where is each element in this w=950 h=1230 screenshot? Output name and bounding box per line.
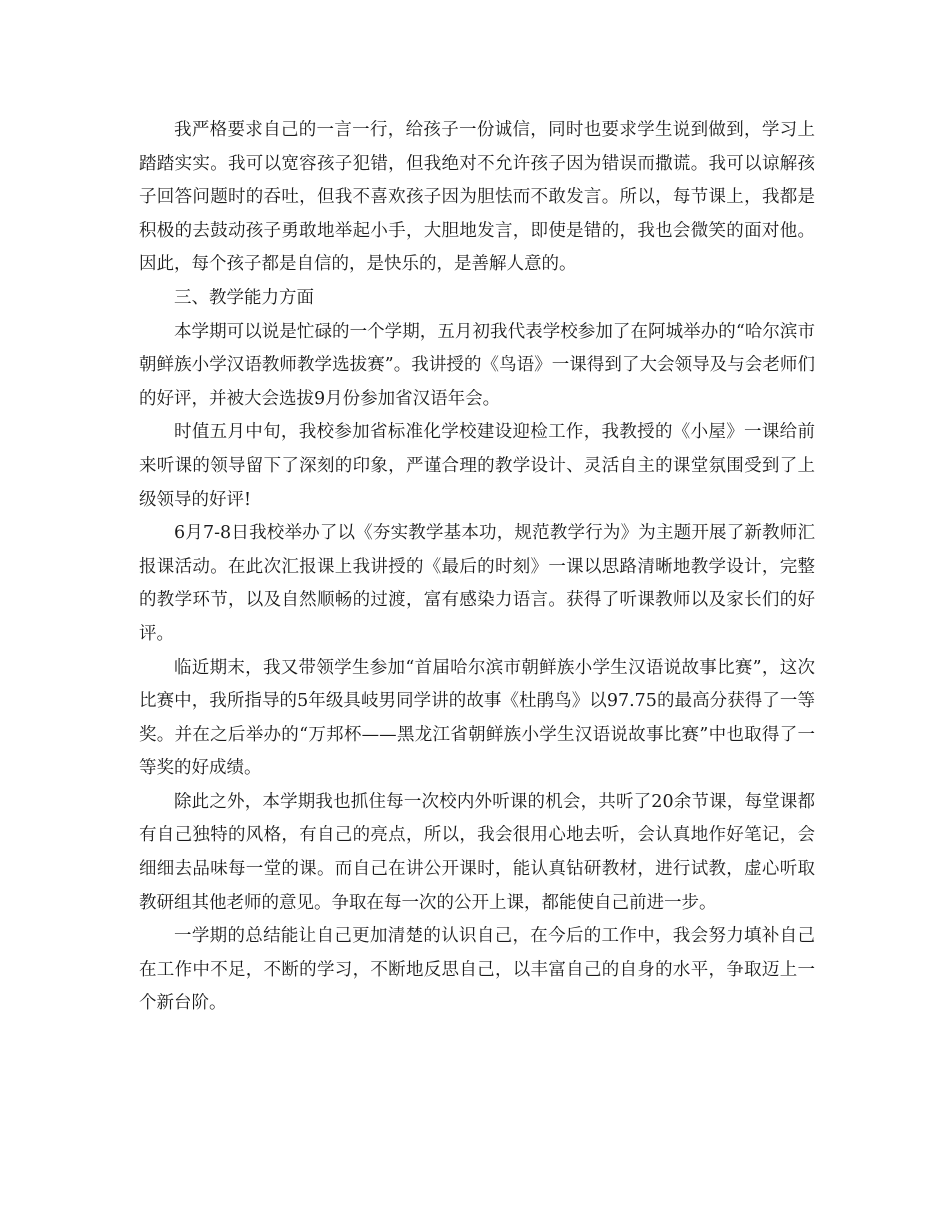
paragraph-new-teacher-report: 6月7-8日我校举办了以《夯实教学基本功，规范教学行为》为主题开展了新教师汇报课活动。在此次汇报课上我讲授的《最后的时刻》一课以思路清晰地教学设计，完整的教学环节，以及自然顺畅的过渡，富有感染力语言。获得了听课教师以及家长们的好评。 (139, 523, 815, 644)
paragraph-integrity: 我严格要求自己的一言一行，给孩子一份诚信，同时也要求学生说到做到，学习上踏踏实实。我可以宽容孩子犯错，但我绝对不允许孩子因为错误而撒谎。我可以谅解孩子回答问题时的吞吐，但我不喜欢孩子因为胆怯而不敢发言。所以，每节课上，我都是积极的去鼓动孩子勇敢地举起小手，大胆地发言，即使是错的，我也会微笑的面对他。因此，每个孩子都是自信的，是快乐的，是善解人意的。 (139, 120, 815, 275)
document-body (139, 114, 815, 1021)
paragraph-selection-contest: 本学期可以说是忙碌的一个学期，五月初我代表学校参加了在阿城举办的“哈尔滨市朝鲜族小学汉语教师教学选拔赛”。我讲授的《鸟语》一课得到了大会领导及与会老师们的好评，并被大会选拔9月份参加省汉语年会。 (139, 321, 815, 409)
paragraph-storytelling-contest: 临近期末，我又带领学生参加“首届哈尔滨市朝鲜族小学生汉语说故事比赛”，这次比赛中，我所指导的5年级具岐男同学讲的故事《杜鹃鸟》以97.75的最高分获得了一等奖。并在之后举办的“万邦杯——黑龙江省朝鲜族小学生汉语说故事比赛”中也取得了一等奖的好成绩。 (139, 657, 815, 779)
paragraph-lesson-observation: 除此之外，本学期我也抓住每一次校内外听课的机会，共听了20余节课，每堂课都有自己独特的风格，有自己的亮点，所以，我会很用心地去听，会认真地作好笔记，会细细去品味每一堂的课。而自己在讲公开课时，能认真钻研教材，进行试教，虚心听取教研组其他老师的意见。争取在每一次的公开上课，都能使自己前进一步。 (139, 791, 815, 913)
paragraph-inspection-lesson: 时值五月中旬，我校参加省标准化学校建设迎检工作，我教授的《小屋》一课给前来听课的领导留下了深刻的印象，严谨合理的教学设计、灵活自主的课堂氛围受到了上级领导的好评! (139, 422, 815, 510)
paragraph-conclusion: 一学期的总结能让自己更加清楚的认识自己，在今后的工作中，我会努力填补自己在工作中不足，不断的学习，不断地反思自己，以丰富自己的自身的水平，争取迈上一个新台阶。 (139, 926, 815, 1014)
section-heading-teaching-ability: 三、教学能力方面 (174, 287, 314, 308)
